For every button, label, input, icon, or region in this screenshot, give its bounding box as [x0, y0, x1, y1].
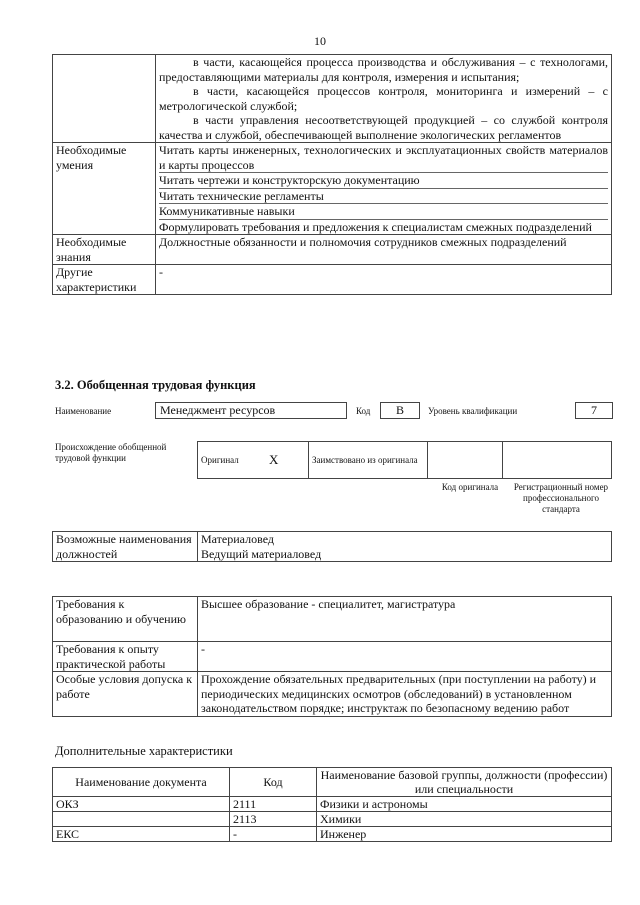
experience-requirements-label: Требования к опыту практической работы	[53, 642, 198, 672]
origin-table	[197, 441, 612, 479]
qualification-level-box: 7	[575, 402, 613, 419]
interaction-paragraph: в части, касающейся процесса производства и обслуживания – с технологами, предоставляющими материалы для контроля, измерения и испытания;	[159, 55, 608, 84]
skill-item: Формулировать требования и предложения к специалистам смежных подразделений	[159, 219, 592, 234]
empty-label-cell	[53, 55, 156, 143]
skill-item: Читать карты инженерных, технологических и эксплуатационных свойств материалов и карты процессов	[159, 143, 608, 172]
function-name-box: Менеджмент ресурсов	[155, 402, 347, 419]
code-label: Код	[356, 406, 371, 416]
admission-conditions-value: Прохождение обязательных предварительных (при поступлении на работу) и периодических медицинских осмотров (обследований) в установленном законодательством порядке; инструктаж по безопасному ведению работ	[198, 672, 612, 717]
interaction-paragraph: в части, касающейся процессов контроля, мониторинга и измерений – с метрологической службой;	[159, 84, 608, 113]
skills-list	[156, 143, 612, 235]
code-cell: 2113	[230, 812, 317, 827]
document-name-cell: ОКЗ	[53, 797, 230, 812]
code-cell: 2111	[230, 797, 317, 812]
group-name-cell: Химики	[317, 812, 612, 827]
document-name-cell	[53, 812, 230, 827]
table-row	[53, 797, 612, 812]
position-item: Материаловед	[201, 532, 274, 546]
registration-number-cell	[503, 442, 612, 479]
experience-requirements-value: -	[198, 642, 612, 672]
group-name-cell: Физики и астрономы	[317, 797, 612, 812]
section-heading: 3.2. Обобщенная трудовая функция	[55, 378, 256, 392]
original-code-caption: Код оригинала	[441, 482, 499, 492]
name-label: Наименование	[55, 406, 112, 416]
positions-label: Возможные наименования должностей	[53, 532, 198, 562]
qualification-level-label: Уровень квалификации	[428, 406, 518, 416]
document-name-cell: ЕКС	[53, 827, 230, 842]
knowledge-value: Должностные обязанности и полномочия сотрудников смежных подразделений	[156, 235, 612, 265]
skill-item: Коммуникативные навыки	[159, 204, 608, 220]
page-number: 10	[314, 34, 326, 48]
requirements-table	[52, 596, 612, 717]
skill-item: Читать технические регламенты	[159, 189, 608, 205]
original-label: Оригинал	[198, 442, 267, 479]
positions-table	[52, 531, 612, 562]
borrowed-label: Заимствовано из оригинала	[309, 442, 428, 479]
other-characteristics-value: -	[156, 265, 612, 295]
original-mark: X	[266, 442, 309, 479]
column-header: Код	[230, 768, 317, 797]
education-requirements-value: Высшее образование - специалитет, магистратура	[198, 597, 612, 642]
positions-values	[198, 532, 612, 562]
origin-label: Происхождение обобщенной трудовой функции	[55, 442, 167, 463]
registration-number-caption: Регистрационный номер профессионального стандарта	[513, 482, 609, 514]
code-cell: -	[230, 827, 317, 842]
code-box: B	[380, 402, 420, 419]
skills-label: Необходимые умения	[53, 143, 156, 235]
knowledge-label: Необходимые знания	[53, 235, 156, 265]
work-function-continuation-table	[52, 54, 612, 295]
interaction-paragraph: в части управления несоответствующей продукцией – со службой контроля качества и службой, обеспечивающей выполнение экологических регламентов	[159, 113, 608, 142]
skill-item: Читать чертежи и конструкторскую документацию	[159, 173, 608, 189]
column-header: Наименование базовой группы, должности (профессии) или специальности	[317, 768, 612, 797]
additional-characteristics-table	[52, 767, 612, 842]
interaction-description	[156, 55, 612, 143]
group-name-cell: Инженер	[317, 827, 612, 842]
column-header: Наименование документа	[53, 768, 230, 797]
position-item: Ведущий материаловед	[201, 546, 322, 561]
original-code-cell	[428, 442, 503, 479]
admission-conditions-label: Особые условия допуска к работе	[53, 672, 198, 717]
table-row	[53, 812, 612, 827]
other-characteristics-label: Другие характеристики	[53, 265, 156, 295]
education-requirements-label: Требования к образованию и обучению	[53, 597, 198, 642]
table-row	[53, 827, 612, 842]
additional-characteristics-heading: Дополнительные характеристики	[55, 744, 233, 758]
